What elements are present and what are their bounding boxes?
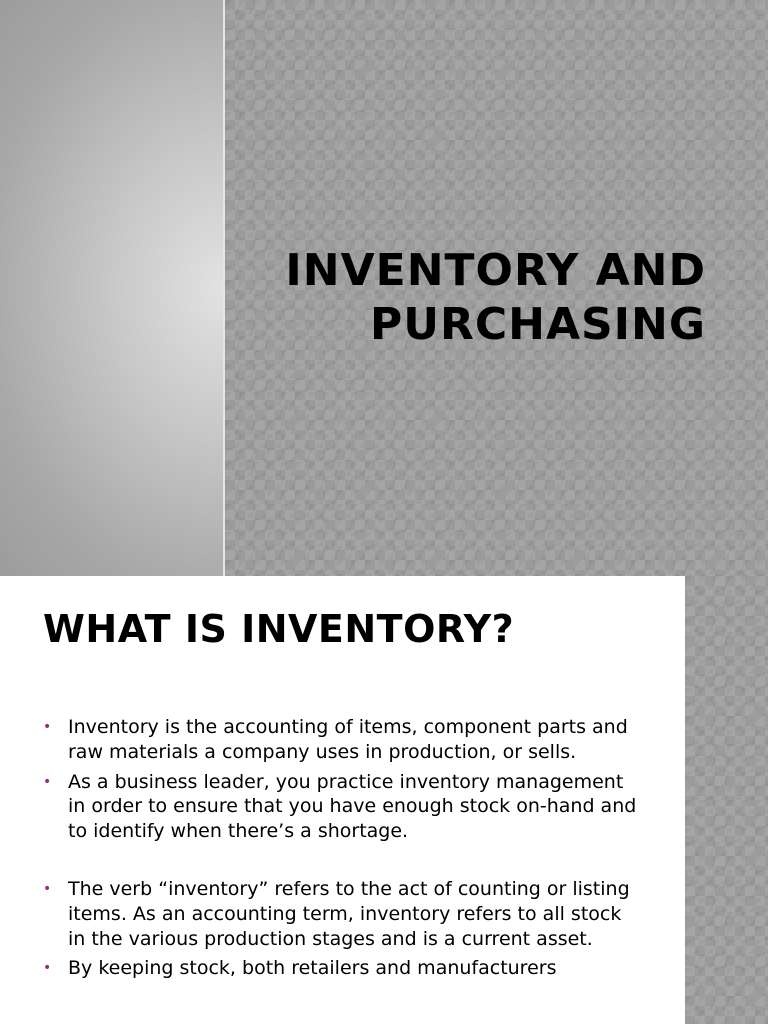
bullet-list [43, 715, 643, 986]
bullet-text: Inventory is the accounting of items, component parts and raw materials a company uses in production, or sells. [68, 716, 628, 763]
gradient-side-panel [0, 0, 223, 576]
bullet-text: The verb “inventory” refers to the act of counting or listing items. As an accounting term, inventory refers to all stock in the various production stages and is a current asset. [68, 877, 630, 950]
bullet-icon: • [43, 773, 52, 790]
list-item [43, 877, 643, 951]
bullet-text: As a business leader, you practice inventory management in order to ensure that you have enough stock on-hand and to identify when there’s a shortage. [68, 770, 637, 843]
list-item [43, 770, 643, 844]
bullet-icon: • [43, 960, 52, 977]
bullet-icon: • [43, 880, 52, 897]
bullet-icon: • [43, 719, 52, 735]
textured-side-strip [685, 576, 768, 1024]
bullet-text: By keeping stock, both retailers and manufacturers [68, 957, 557, 980]
content-slide [0, 576, 768, 1024]
list-item [43, 956, 643, 981]
slide-heading: WHAT IS INVENTORY? [43, 607, 515, 651]
slide-title: INVENTORY AND PURCHASING [285, 245, 706, 350]
list-item [43, 715, 643, 765]
